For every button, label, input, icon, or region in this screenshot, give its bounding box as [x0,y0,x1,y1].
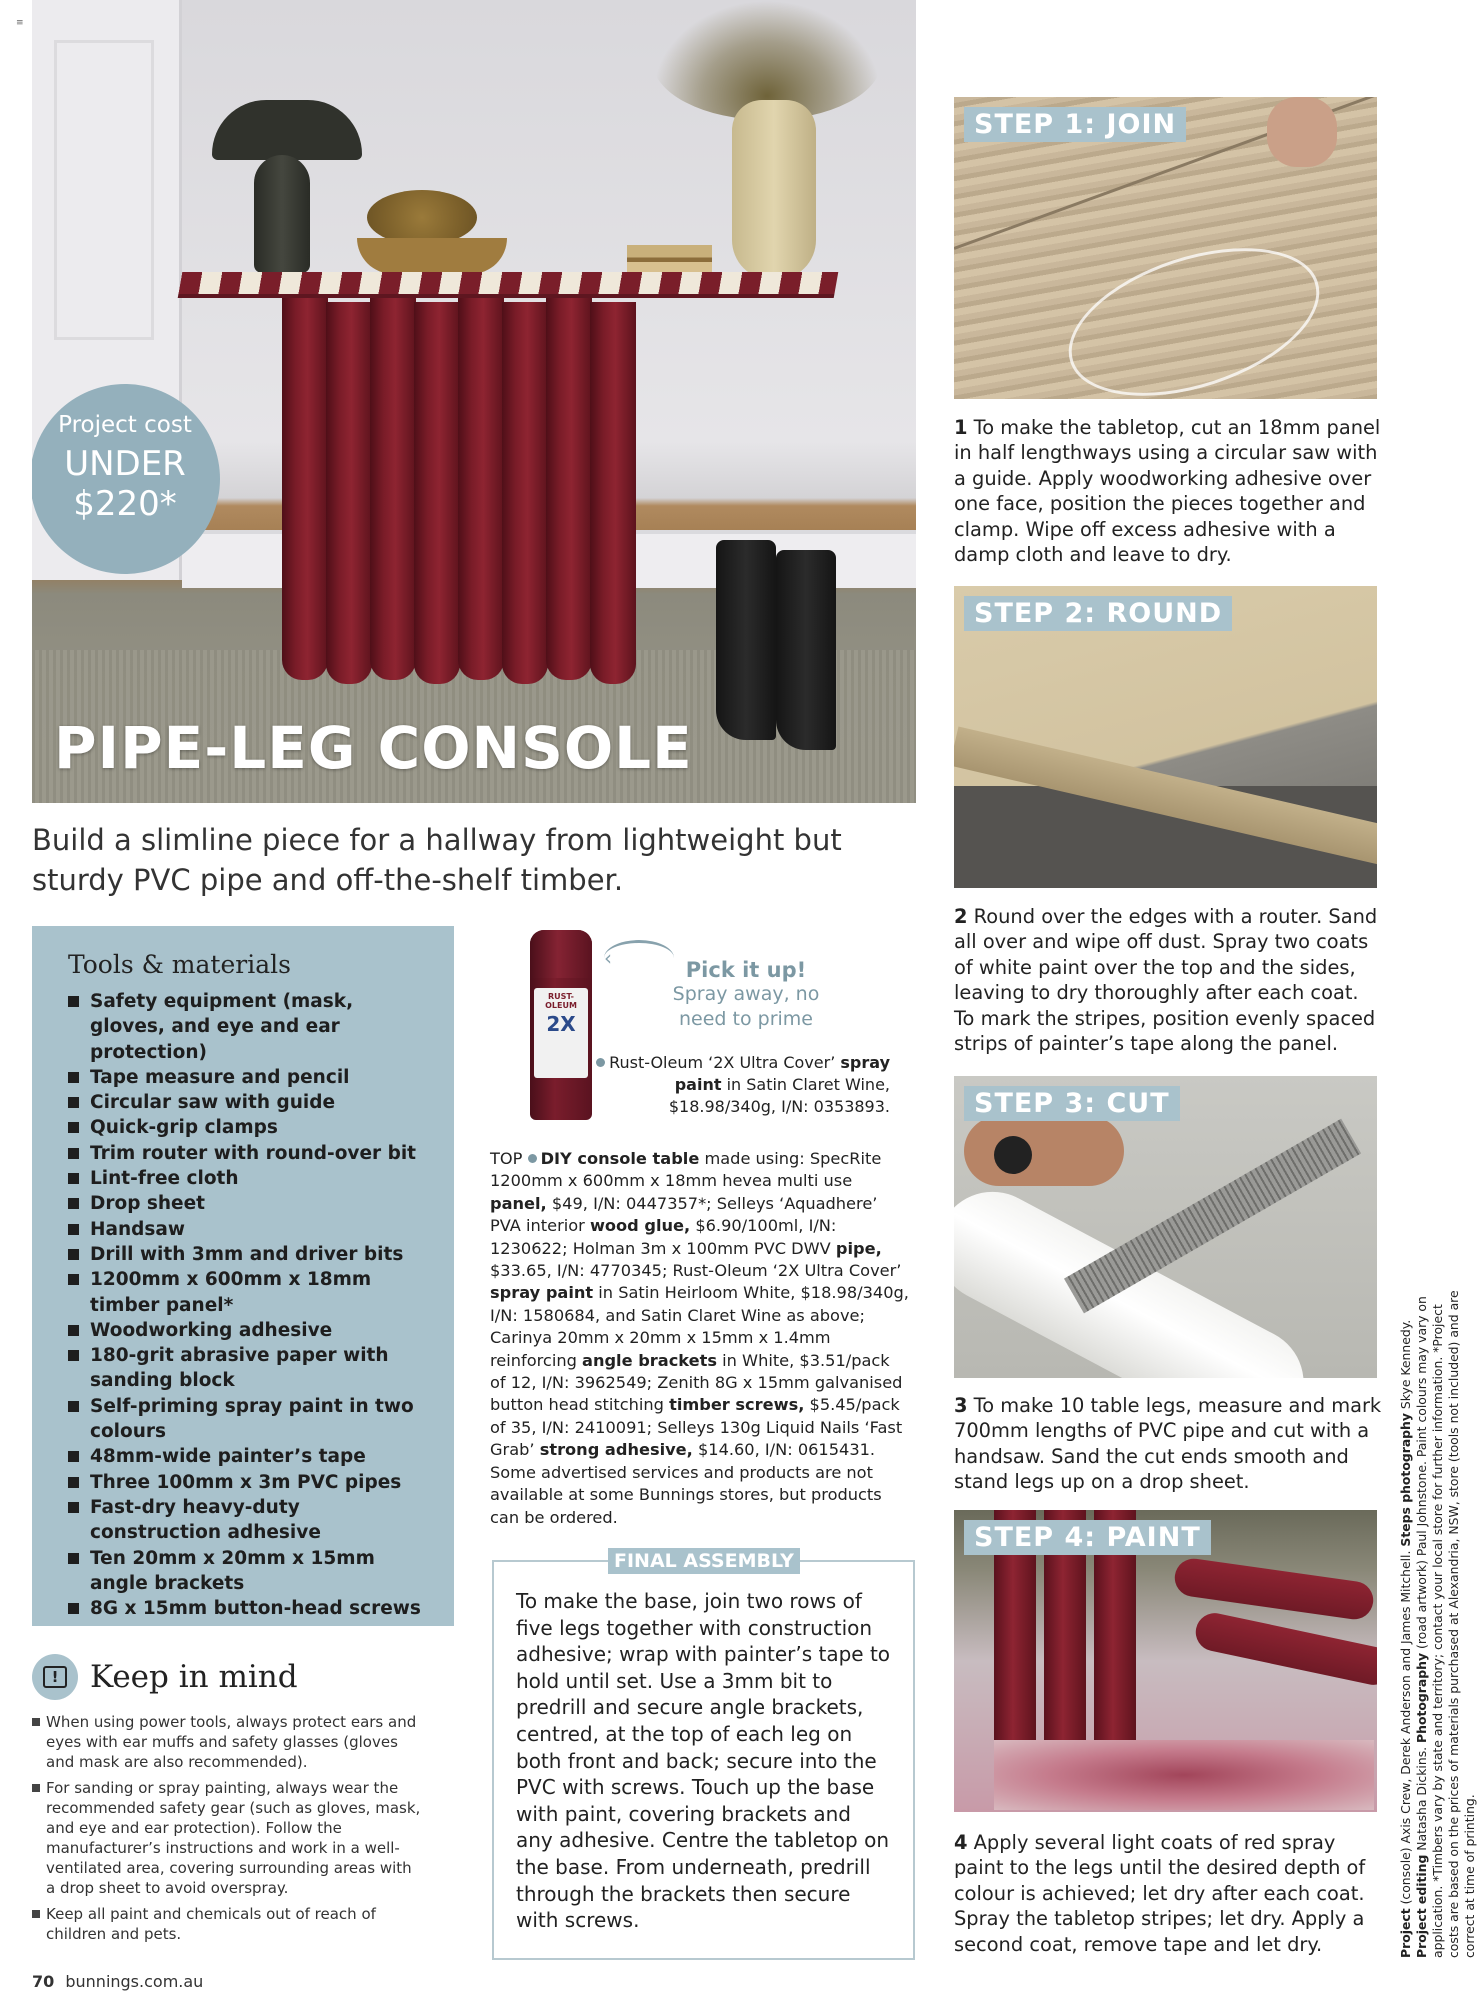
vase [732,100,816,280]
hero-photo [32,0,916,803]
warning-icon: ! [32,1654,78,1700]
project-cost-badge: Project cost UNDER $220* [32,384,220,574]
side-credit: Project (console) Axis Crew, Derek Anderson and James Mitchell. Steps photography Skye Kennedy. Project editing Natasha Dickins. Photography (road artwork) Paul Johnstone. Paint colours may vary on application. *Timbers vary by state and territory; contact your local store for further information. *Project costs are based on the prices of materials purchased at Alexandria, NSW, store (tools not included) and are correct at time of printing. [1398,1290,1477,1958]
step-1-text: 1 To make the tabletop, cut an 18mm panel in half lengthways using a circular saw with a guide. Apply woodworking adhesive over one face, position the pieces together and clamp. Wipe off excess adhesive with a damp cloth and leave to dry. [954,416,1381,567]
keep-in-mind-item: Keep all paint and chemicals out of reach of children and pets. [32,1904,422,1944]
spray-paint-caption: Rust-Oleum ‘2X Ultra Cover’ spray paint in Satin Claret Wine, $18.98/340g, I/N: 0353893. [590,1052,890,1118]
tools-materials-panel [32,926,454,1626]
step-4-tag: STEP 4: PAINT [964,1520,1211,1555]
tools-list-item: Circular saw with guide [68,1090,434,1115]
bullet-dot-icon [596,1058,605,1067]
final-assembly-tag: FINAL ASSEMBLY [608,1548,800,1574]
keep-in-mind-item: When using power tools, always protect ears and eyes with ear muffs and safety glasses (gloves and mask are also recommended). [32,1712,422,1772]
tools-list [68,989,434,1621]
tools-list-item: Ten 20mm x 20mm x 15mm angle brackets [68,1546,434,1597]
tools-list-item: Fast-dry heavy-duty construction adhesive [68,1495,434,1546]
step-4-photo [954,1510,1377,1812]
keep-in-mind-heading: Keep in mind [90,1659,298,1695]
step-3-tag: STEP 3: CUT [964,1086,1180,1121]
lamp [212,100,362,160]
tools-list-item: Three 100mm x 3m PVC pipes [68,1470,434,1495]
tools-list-item: Lint-free cloth [68,1166,434,1191]
pipe-leg [326,302,372,684]
tools-list-item: Quick-grip clamps [68,1115,434,1140]
intro-text: Build a slimline piece for a hallway from lightweight but sturdy PVC pipe and off-the-shelf timber. [32,823,842,897]
tools-list-item: Safety equipment (mask, gloves, and eye and ear protection) [68,989,434,1065]
page-title: PIPE-LEG CONSOLE [54,714,693,782]
tools-list-item: Self-priming spray paint in two colours [68,1394,434,1445]
tools-list-item: Handsaw [68,1217,434,1242]
bullet-dot-icon [528,1154,537,1163]
tools-list-item: Trim router with round-over bit [68,1141,434,1166]
tools-list-item: Tape measure and pencil [68,1065,434,1090]
pipe-leg [590,302,636,684]
tools-list-item: 1200mm x 600mm x 18mm timber panel* [68,1267,434,1318]
tools-list-item: 180-grit abrasive paper with sanding block [68,1343,434,1394]
tools-list-item: Drop sheet [68,1191,434,1216]
spray-can-image: RUST-OLEUM 2X [530,930,592,1120]
pipe-leg [546,298,592,680]
tools-list-item: Drill with 3mm and driver bits [68,1242,434,1267]
bowl [357,238,507,274]
page-footer [32,1972,203,1991]
tools-heading: Tools & materials [68,950,291,979]
pipe-leg [370,298,416,680]
step-2-photo [954,586,1377,888]
arrow-head-icon: ‹ [604,946,612,970]
tools-list-item: 8G x 15mm button-head screws [68,1596,434,1621]
boot [716,540,776,740]
step-2-tag: STEP 2: ROUND [964,596,1232,631]
keep-in-mind [32,1654,422,1950]
books [627,245,712,273]
step-3-text: 3 To make 10 table legs, measure and mark 700mm lengths of PVC pipe and cut with a handsaw. Sand the cut ends smooth and stand legs up on a drop sheet. [954,1394,1382,1494]
pipe-leg [502,302,548,684]
step-4-text: 4 Apply several light coats of red spray paint to the legs until the desired depth of colour is achieved; let dry after each coat. Spray the tabletop stripes; let dry. Apply a second coat, remove tape and let dry. [954,1831,1366,1956]
tools-list-item: 48mm-wide painter’s tape [68,1444,434,1469]
final-assembly-text: To make the base, join two rows of five legs together with construction adhesive; wrap with painter’s tape to hold until set. Use a 3mm bit to predrill and secure angle brackets, centred, at the top of each leg on both front and back; secure into the PVC with screws. Touch up the base with paint, covering brackets and any adhesive. Centre the tabletop on the base. From underneath, predrill through the brackets then secure with screws. [516,1589,891,1933]
keep-in-mind-item: For sanding or spray painting, always wear the recommended safety gear (such as gloves, mask, and eye and ear protection). Follow the manufacturer’s instructions and work in a well-ventilated area, covering surrounding areas with a drop sheet to avoid overspray. [32,1778,422,1898]
keep-in-mind-list [32,1712,422,1944]
step-3-photo [954,1076,1377,1378]
pipe-leg [282,298,328,680]
final-assembly-box [492,1550,915,1960]
page-number: 70 [32,1972,55,1991]
striped-tabletop [178,272,839,298]
pick-it-up-callout: Pick it up! Spray away, no need to prime [672,958,820,1030]
boot [776,550,836,750]
pipe-leg [414,302,460,684]
step-1-tag: STEP 1: JOIN [964,107,1186,142]
pipe-leg [458,298,504,680]
step-1-photo [954,97,1377,399]
corner-mark: ≡ [16,18,24,28]
site-url: bunnings.com.au [65,1972,204,1991]
tools-list-item: Woodworking adhesive [68,1318,434,1343]
product-credits: TOP DIY console table made using: SpecRite 1200mm x 600mm x 18mm hevea multi use panel, $49, I/N: 0447357*; Selleys ‘Aquadhere’ PVA interior wood glue, $6.90/100ml, I/N: 1230622; Holman 3m x 100mm PVC DWV pipe, $33.65, I/N: 4770345; Rust-Oleum ‘2X Ultra Cover’ spray paint in Satin Heirloom White, $18.98/340g, I/N: 1580684, and Satin Claret Wine as above; Carinya 20mm x 20mm x 15mm x 1.4mm reinforcing angle brackets in White, $3.51/pack of 12, I/N: 3962549; Zenith 8G x 15mm galvanised button head stitching timber screws, $5.45/pack of 35, I/N: 2410091; Selleys 130g Liquid Nails ‘Fast Grab’ strong adhesive, $14.60, I/N: 0615431. Some advertised services and products are not available at some Bunnings stores, but products can be ordered. [490,1149,909,1527]
step-2-text: 2 Round over the edges with a router. Sand all over and wipe off dust. Spray two coats of white paint over the top and the sides, leaving to dry thoroughly after each coat. To mark the stripes, position evenly spaced strips of painter’s tape along the panel. [954,905,1378,1056]
